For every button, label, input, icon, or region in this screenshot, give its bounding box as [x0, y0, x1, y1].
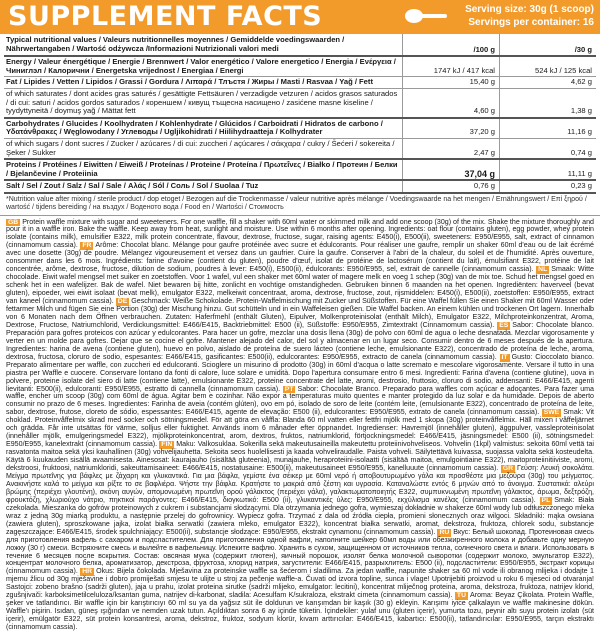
language-tag: RU — [437, 529, 451, 537]
header-per-100g: /100 g — [402, 34, 499, 55]
language-tag: FIN — [159, 441, 174, 449]
table-row-fat — [4, 77, 596, 89]
page-title: SUPPLEMENT FACTS — [8, 2, 322, 32]
table-row-saturates — [4, 89, 596, 119]
row-value-100g: 0,76 g — [402, 181, 499, 192]
description-text: Geschmack: Weiße Schokolade. Protein-Waffelmischung mit Zucker und Süßstoffen. Für eine Waffel füllen Sie einen Shaker mit 60ml Wasser oder fettarmer Milch und fügen Sie eine Portion (30g) der Mischung hinzu. Gut schütteln und in ein Waffeleisen gießen. Die Waffel backen. An einem kühlen und trockenen Ort lagern. Innerhalb von 6 Monaten nach dem Öffnen verbrauchen. Zutaten: Haferfmehl (enthält Gluten), Eipulver, Molkenproteinisolat (enthält Milch), Emulgator E322, Milchproteinkonzentrat, Aroma, Dextrose, Fructose, Natriumchlorid, Verdickungsmittel: E466/E415, Backtriebmittel: E500 (ii), Süßstoffe: E950/E955, Zimtextrakt (Cinnamomum cassia). — [6, 297, 594, 329]
row-value-30g: 1,38 g — [499, 89, 596, 117]
language-tag: ES — [497, 322, 510, 330]
language-tag: PT — [283, 386, 296, 394]
row-value-30g: 11,11 g — [499, 160, 596, 179]
language-tag: GR — [501, 465, 515, 473]
header-label: Typical nutritional values / Valeurs nutritionnelles moyennes / Gemiddelde voedingswaarden / Nährwertangaben / Wartość odżywcza /Informazioni Nutrizionali valori medi — [4, 34, 402, 55]
description-text: Protein waffle mixture with sugar and sweeteners. For one waffle, fill a shaker with 60ml water or skimmed milk and add one scoop (30g) of the mix. Shake the mixture thoroughly and pour it in a waffle iron. Bake the waffle. Keep away from heat, sunlight and moisture. Use within 6 months after opening. Ingredients: oat flour (contains gluten), egg powder, whey protein isolate (contains milk), emulsifier E322, milk protein concentrate, flavour, dextrose, fructose, sugar, raising agents: E450(i), E500(ii), sweeteners: E950/E955, salt, extract of cinnamon (cinnamomum cassia). — [6, 218, 594, 250]
servings-per-container: Servings per container: 16 — [465, 16, 594, 29]
row-label: Salt / Sel / Zout / Salz / Sal / Sale / Αλάς / Sól / Соль / Sol / Suolaa / Tuz — [4, 181, 402, 192]
serving-size: Serving size: 30g (1 scoop) — [465, 3, 594, 16]
row-value-100g: 1747 kJ / 417 kcal — [402, 57, 499, 76]
row-value-30g: 0,23 g — [499, 181, 596, 192]
table-header-row — [4, 34, 596, 57]
description-text: Smaak: Witte chocolade. Eiwit wafel mengsel met suiker en zoetstoffen. Voor 1 wafel, vul een shaker met 60ml water of magere melk en voeg 1 schep (30g) van de mix toe. Schud het mengsel goed en schenk het in een wafelijzer. Bak de wafel. Niet bewaren bij hitte, zonlicht en vochtige omstandigheden. Gebruiken binnen 6 maanden na het openen. Ingrediënten: haverveel (bevat gluten), eipoeder, wei eiwit isolaat (bevat melk), emulgator E322, melkeiwit concentraat, aroma, dextrose, fructose, zout, rijsmiddelen: E450(i), E500(ii), zoetstoffen: E950/E955, extract van kaneel (cinnamomum cassia). — [6, 265, 594, 305]
description-text: Smak: Biała czekolada. Mieszanka do gofrów proteinowych z cukrem i substancjami słodzącymi. Dla otrzymania jednego gofra, wymieszaj dokładnie w shakerze 60ml wody lub odtłuszczonego mleka wraz z jedną 30g miarką produktu, a następnie przelej do gofrownicy. Wypiecz gofra. Trzymać z dala od źródła ciepła, promieni słonecznych oraz wilgoci. Składniki: mąka owsiana (zawiera gluten), sproszkowane jajka, izolat białka serwatki (zawiera mleko, emulgator E322), koncentrat białka serwatki, aromat, dekstroza, fruktoza, chlorek sodu, substancje zagęszczające: E466/E415, środek spulchniający: E500(ii), substancje słodzące: E950/E955, ekstrakt cynamonu (cinnamomum cassia). — [6, 496, 594, 536]
description-text: Вкус: Белый шоколад. Протеиновая смесь для приготовления вафель с сахаром и подсластителем. Для приготовления одной вафли, наполните шейкер 60мл воды или обезжиренного молока и добавьте одну мерную ложку (30 г) смеси. Встряхните смесь и вылейте в вафельницу. Испеките вафлю. Хранить в сухом, защищенном от источников тепла, солнечного света и влаги. Использовать в течение 6 месяцев после вскрытия. Состав: овсяная мука (содержит глютен), яичный порошок, изолят белка молочной сыворотки (содержит молоко, эмульгатор E322), концентрат молочного белка, ароматизатор, декстроза, фруктоза, хлорид натрия, загустители: E466/E415, разрыхлитель: E500 (ii), подсластители: E950/E955, экстракт корицы (cinnamomum cassia). — [6, 528, 594, 576]
description-text: Gusto: Cioccolato bianco. Preparato alimentare per waffle, con zuccheri ed edulcoranti. Scioglere un misurino di prodotto (30g) in 60ml d'acqua o latte scremato e mescolare vigorosamente. Versare il tutto in una piastra per Waffle e cuocere. Conservare lontano da fonti di calore, luce solare e umidità. Dopo l'apertura consumare entro 6 mesi. Ingredienti: Farina d'avena (contiene glutine), uova in polvere, proteine isolate del siero di latte (contiene latte), emulsionante E322, proteine concentrate del latte, aromi, destrosio, fruttosio, cloruro di sodio, addensanti: E466/E415, agenti lievitanti: E500(ii), edulcoranti: E950/E955, estratto di cannella (cinnamomum cassia). — [6, 353, 594, 393]
row-value-100g: 4,60 g — [402, 89, 499, 117]
language-tag: TU — [455, 592, 468, 600]
description-text: Sabor: Chocolate Branco. Preparado para waffles com açúcar e adoçantes. Para fazer uma waffle, encher um scoop (30g) com 60ml de água. Agitar bem e cozinhar. Não expor a temperaturas muito quentes e manter protegido da luz solar e da humidade. Depois de aberto consumir no prazo de 6 meses. Ingredientes: Farinha de aveia (contém glúten), ovo em pó, isolado de soro de leite (contém leite, (emulsionante E322), concentrado de proteína de leite, sabor, dextrose, frutose, cloreto de sódio, espessantes: E466/E415, agente de elevação: E500 (ii), edulcorantes: E950/E955, extrato de canela (cinnamomum cassia). — [6, 385, 594, 417]
language-tag: SWE — [542, 409, 561, 417]
row-value-100g: 37,04 g — [402, 160, 499, 179]
serving-info — [465, 3, 594, 29]
table-row-sugars — [4, 139, 596, 160]
row-label: Energy / Valeur énergétique / Energie / Brennwert / Valor energético / Valore energetico / Energia / Ενέργεια / Чиниглэл / Калорични / Energetska vrijednost / Energiaa / Energi — [4, 57, 402, 76]
language-tag: IT — [500, 354, 510, 362]
row-label: of which sugars / dont sucres / Zucker / azúcares / di cui: zuccheri / açúcares / σάκχαρα / cukry / Šećeri / sokereita / Şeker / Sukker — [4, 139, 402, 158]
row-value-100g: 15,40 g — [402, 77, 499, 88]
table-row-proteins — [4, 160, 596, 181]
header-per-30g: /30 g — [499, 34, 596, 55]
row-label: Carbohydrates / Glucides / Koolhydraten / Kohlenhydrate / Glúcidos / Carboidrati / Hidratos de carbono / Υδατάνθρακες / Węglowodany / Углеводы / Ugljikohidrati / Hiilihydraatteja / Kolhydrater — [4, 119, 402, 138]
nutrition-table — [0, 34, 600, 194]
table-row-energy — [4, 57, 596, 77]
row-value-30g: 524 kJ / 125 kcal — [499, 57, 596, 76]
row-value-30g: 4,62 g — [499, 77, 596, 88]
language-tag: HR — [80, 568, 94, 576]
language-tag: GB — [6, 219, 20, 227]
description-paragraph — [6, 241, 594, 273]
row-value-100g: 37,20 g — [402, 119, 499, 138]
description-text: Γεύση: Λευκή σοκολάτα. Μείγμα πρωτεΐνης για βάφλες με ζάχαρη και γλυκαντικά. Για μια βάφλα, γεμίστε ένα σέικερ με 60ml νερό ή αποβουτυρωμένο γάλα και προσθέστε μια μεζούρα (30g) του μείγματος. Ανακινήστε καλά το μείγμα και ρίξτε το σε βαφλιέρα. Ψήστε την βάφλα. Κρατήστε το μακριά από ζέστη και υγρασία. Καταναλώστε εντός 6 μηνών από το άνοιγμα. Συστατικά: αλεύρι βρώμης (περιέχει γλουτένη), σκόνη αυγών, απομονωμένη πρωτεΐνη ορού γάλακτος (περιέχει γάλα), γαλακτωματοποιητής E322, συμπυκνωμένη πρωτεΐνη γάλακτος, άρωμα, δεξτρόζη, φρουκτόζη, χλωριούχο νάτριο, πηκτικοί παράγοντες: E466/E415, διογκωτικό: E500 (ii), γλυκαντικές ύλες: E950/E955, εκχύλισμα κανέλας (cinnamomum cassia). — [6, 464, 594, 504]
row-value-30g: 11,16 g — [499, 119, 596, 138]
footnote: *Nutrition value after mixing / sterile product / dop etoget / Bezogen auf die Trockenmasse / valeur nutritive après mélange / Voedingswaarde na het mengen / Ernährungswert / Επί ξηρού / wartość / tijdens bereiding / на въздух / Воденото вода / Food en / Wartości / Стоимость — [0, 194, 600, 216]
description-text: Smak: Vit choklad. Proteinvåffelmix skrad med socker och sötningsmedel. För att göra en våffla: Blanda 60 ml vatten eller fettfri mjölk med 1 skopa (30g) proteinvåffelmix. Häll mixen i våffeljärnet och grädda. Får inte utsättas för värme, solljus eller fuktighet. Används inom 6 månader efter öppnandet. Ingredienser: Havremjöl (innehåller gluten), äggpulver, vassleproteinisolat (innehåller mjölk, emulgeringsmedel E322), mjölkproteinkoncentrat, arom, dextros, fruktos, natriumklorid, förtjockningsmedel: E466/E415, jäsningsmedel: E500 (ii), sötningsmedel: E950/E955, kanelextrakt (cinnamomum cassia). — [6, 408, 594, 448]
description-text: Aroma: Beyaz Çikolata. Protein Waffle, şeker ve tatlandırıcı. Bir waffle için bir karıştırıcıyı 60 ml su ya da yağsız süt ile doldurun ve karışımdan bir kaşık (30 g) ekleyin. Karışımı iyice çalkalayın ve waffle makinesine dökün. Waffle'ı pişirin. Isıdan, güneş ışığından ve nemden uzak tutun. Açıldıktan sonra 6 ay içinde tüketin. İçindekiler: yulaf unu (gluten içerir), yumurta tozu, peynir altı suyu protein izolatı (süt içerir), emülgatör E322, süt protein konsantresi, aroma, dekstroz, fruktoz, sodyum klorür, kıvam arttırıcılar: E466/E415, kabartıcı: E500(ii), tatlandırıcılar: E950/E955, tarçın ekstraktı (cinnamomum cassia). — [6, 591, 594, 631]
language-tag: DE — [116, 298, 129, 306]
description-text: Sabor: Chocolate blanco. Preparación para gofres proteicos con azúcar y edulcorantes. Para hacer un gofre, mezclar una dosis llena (30g) de polvo con 60ml de agua o leche desnatada. Mezclar vigorosamente y verter en un molde para gofres. Dejar que se cocine el gofre. Mantener alejado del calor, del sol y almacenar en un lugar seco. Consumir dentro de 6 meses después de la apertura. Ingredientes: harina de avena (contiene gluten), huevo en polvo, aislado de proteína de suero lácteo (contiene leche, emulsionante E322), concentrado de proteína de leche, aroma, dextrosa, fructosa, cloruro de sodio, espesantes: E466/E415, gasificantes: E500(ii), edulcorantes: E950/E955, extracto de canela (cinnamomum cassia). — [6, 321, 594, 361]
row-value-30g: 0,74 g — [499, 139, 596, 158]
table-row-carbohydrates — [4, 119, 596, 139]
table-row-salt — [4, 181, 596, 194]
row-label: Proteins / Protéines / Eiwitten / Eiweiß / Proteínas / Proteine / Proteína / Πρωτεΐνες / Białko / Протеин / Белки / Bjelančevine / Proteiinia — [4, 160, 402, 179]
row-label: of which saturates / dont acides gras saturés / gesättigte Fettsäuren / verzadigde vetzuren / acidos grasos saturados / di cui: saturi / acidos gordos saturados / кореншем / кивущ тъщесна насищено / zasićene masne kiseline / tyydyttyneitä / doymuş yağ / Mättat fett — [4, 89, 402, 117]
description-text: Maku: Valkosuklaa. Sokerilla sekä makeutusaineilla makeutettu proteiinivohveliseos. Vohvelin (1kpl) valmistus: sekoita 60ml vettä tai rasvatonta maitoa sekä yksi kauhallinen (30g) vohvelijauhetta. Sekoita seos huolellisesti ja kaada vohveliraudalle. Paista vohveli. Säilytettävä kuivassa, suojassa valolta sekä kosteudelta. Käytä 6 kuukauden sisällä avaamisesta. Ainesosat: kaurajauho (sisältää gluteenia), munajauhe, heraproteiini-isolaatti (sisältää maitoa, emulgointiaine E322), maitoproteiinitiiviste, aromi, dekstroosi, fruktoosi, natriumkloridi, sakeuttamisaineet: E466/E415, nostatusaine: E500(ii), makeutusaineet E950/E955, kanelluuute (cinnamomum cassia). — [6, 440, 594, 472]
row-label: Fat / Lipides / Vetten / Lipidos / Grassi / Gordura / Λιπαρά / Тлъстя / Жиры / Masti / Rasvaa / Yağ / Fett — [4, 77, 402, 88]
description-text: Okus: Bijela čokolada. Mješavina za proteinske waffle sa šećerom i sladilima. Za jedan waffle, napunite shaker sa 60 ml vode ili obranog mlijeka i dodajte 1 mjernu žlicu od 30g mješavine i dobro promiješati smjesu te ulijte u stroj za pečenje waffle-a. Čuvati od izvora topline, sunca i vlage! Upotrijebiti proizvod u roku 6 mjeseci od otvaranja! Sastojci: zobeno brašno (sadrži gluten), jaja u prahu, izolat proteina sirutke (sadrži mlijeko, emulgator: lecitini), koncentrat mliječnog proteina, aroma, dekstroza, fruktoza, natrijev klorid, zgušnjivači: karboksimetilceluloza/ksantan guma, natrijev di-karbonat, sladila: Acesulfam K/sukraloza, ekstrakt cimeta (cinnamomum cassia). — [6, 567, 594, 599]
product-description — [0, 216, 600, 632]
language-tag: PL — [540, 497, 553, 505]
language-tag: NL — [536, 266, 549, 274]
description-text: Arôme: Chocolat blanc. Mélange pour gaufre protéinée avec sucre et édulcorants. Pour réaliser une gaufre, remplir un shaker 60ml d'eau ou de lait écrémé avec une dosette (30g) de poudre. Mélangez vigoureusement et versez dans un gaufrier. Cuire la gaufre. Conserver à l'abri de la chaleur, du soleil et de l'humidité. Après ouverture, consommer dans les 6 mois. Ingrédients: farine d'avoine (contient du gluten), poudre d'œuf, isolat de protéine de lactosérum (contient du lait), émulsifiant E322, protéine de lait concentrée, arôme, dextrose, fructose, dilution de sodium, poudres à lever: E450(i), E500(ii), édulcorants: E950/E955, sel, extrait de cannelle (cinnamomum cassia). — [6, 241, 594, 273]
row-value-100g: 2,47 g — [402, 139, 499, 158]
scoop-icon — [404, 7, 448, 25]
supplement-facts-header — [0, 0, 600, 34]
language-tag: FR — [80, 242, 93, 250]
